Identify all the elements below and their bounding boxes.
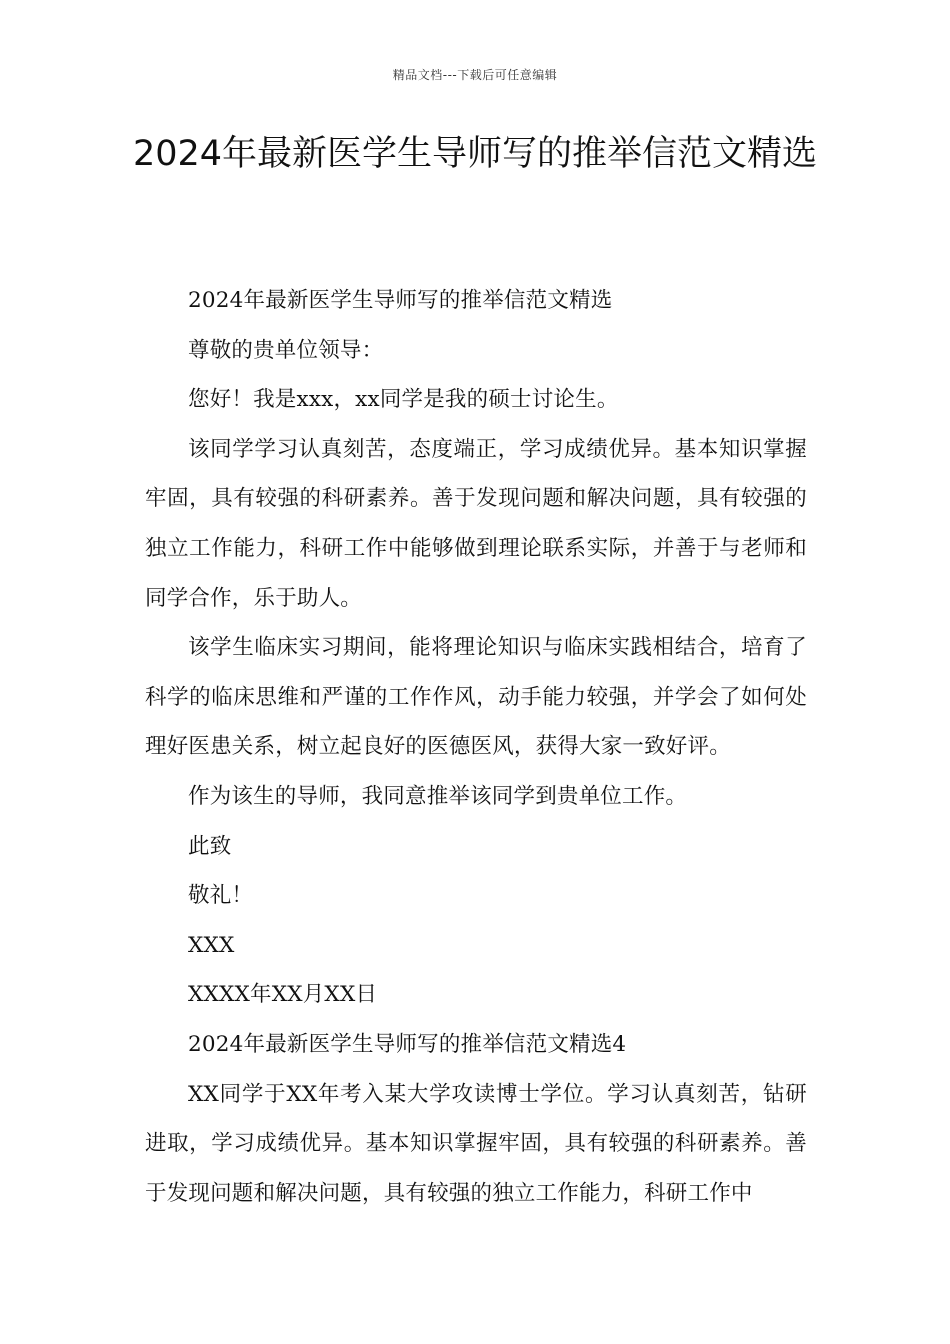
paragraph-regards: 敬礼！ bbox=[188, 883, 254, 909]
paragraph-signature: XXX bbox=[188, 932, 235, 958]
document-title: 2024年最新医学生导师写的推举信范文精选 bbox=[132, 134, 818, 174]
document-body bbox=[145, 276, 807, 1218]
paragraph-closing: 此致 bbox=[188, 833, 232, 859]
paragraph-greeting: 您好！我是xxx，xx同学是我的硕士讨论生。 bbox=[188, 387, 619, 413]
paragraph-study-performance: 该同学学习认真刻苦，态度端正，学习成绩优异。基本知识掌握牢固，具有较强的科研素养。善于发现问题和解决问题，具有较强的独立工作能力，科研工作中能够做到理论联系实际，并善于与老师和同学合作，乐于助人。 bbox=[145, 436, 807, 611]
paragraph-doctoral-student: XX同学于XX年考入某大学攻读博士学位。学习认真刻苦，钻研进取，学习成绩优异。基本知识掌握牢固，具有较强的科研素养。善于发现问题和解决问题，具有较强的独立工作能力，科研工作中 bbox=[145, 1081, 807, 1206]
header-note: 精品文档---下载后可任意编辑 bbox=[392, 68, 558, 82]
paragraph-clinical-internship: 该学生临床实习期间，能将理论知识与临床实践相结合，培育了科学的临床思维和严谨的工作作风，动手能力较强，并学会了如何处理好医患关系，树立起良好的医德医风，获得大家一致好评。 bbox=[145, 635, 807, 760]
paragraph-salutation: 尊敬的贵单位领导： bbox=[188, 337, 384, 363]
paragraph-heading: 2024年最新医学生导师写的推举信范文精选 bbox=[188, 288, 613, 313]
paragraph-section-heading-4: 2024年最新医学生导师写的推举信范文精选4 bbox=[188, 1031, 627, 1057]
paragraph-date: XXXX年XX月XX日 bbox=[188, 982, 378, 1008]
paragraph-recommendation: 作为该生的导师，我同意推举该同学到贵单位工作。 bbox=[188, 783, 688, 809]
